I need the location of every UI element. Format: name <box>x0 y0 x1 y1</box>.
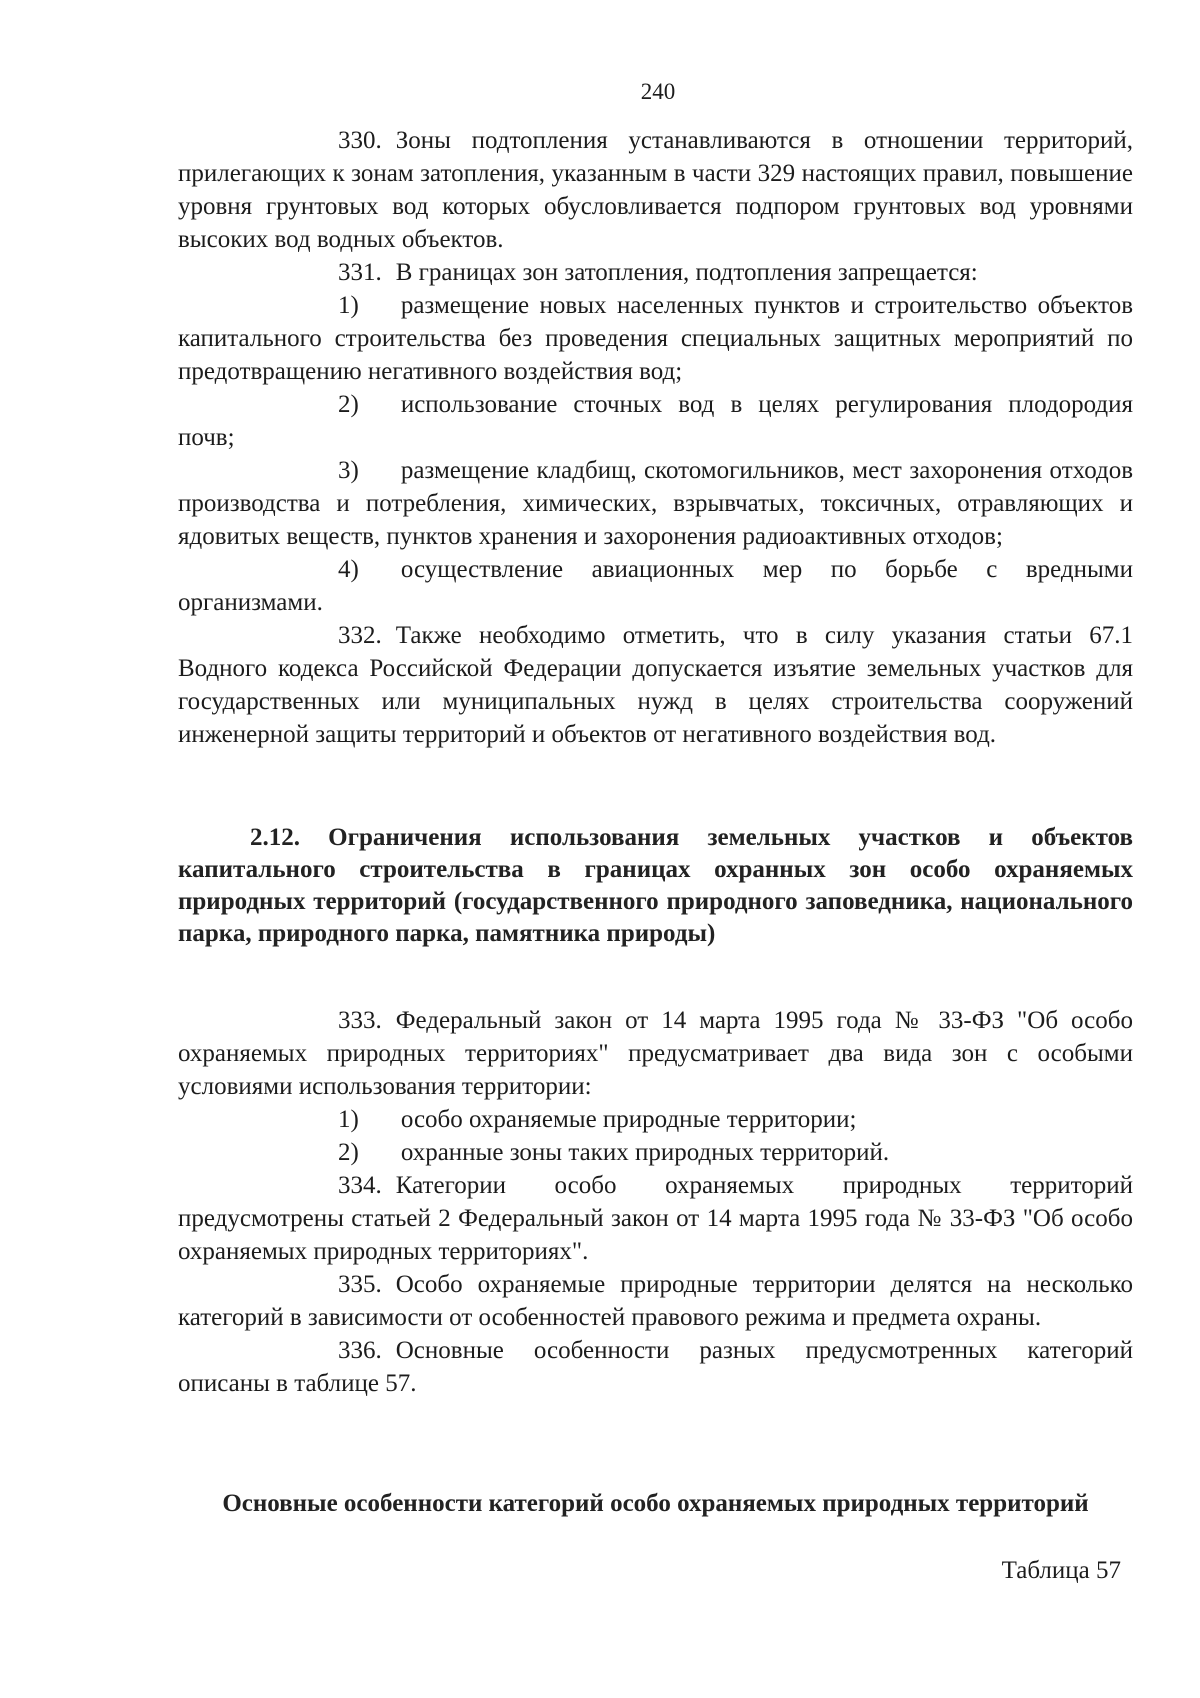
paragraph-number: 334. <box>338 1172 382 1199</box>
paragraph-text: Основные особенности разных предусмотренных категорий описаны в таблице 57. <box>178 1337 1133 1397</box>
paragraph-number: 331. <box>338 259 382 286</box>
paragraph-number: 336. <box>338 1337 382 1364</box>
paragraph-331 <box>178 256 1133 289</box>
paragraph-text: В границах зон затопления, подтопления запрещается: <box>395 259 978 286</box>
paragraph-number: 333. <box>338 1007 382 1034</box>
list-text: размещение новых населенных пунктов и строительство объектов капитального строительства без проведения специальных защитных мероприятий по предотвращению негативного воздействия вод; <box>178 292 1133 385</box>
table-label: Таблица 57 <box>1001 1557 1121 1584</box>
paragraph-334 <box>178 1169 1133 1268</box>
paragraph-336 <box>178 1334 1133 1400</box>
paragraph-text: Категории особо охраняемых природных территорий предусмотрены статьей 2 Федеральный закон от 14 марта 1995 года № 33-ФЗ "Об особо охраняемых природных территориях". <box>178 1172 1133 1265</box>
paragraph-333 <box>178 1004 1133 1103</box>
list-text: осуществление авиационных мер по борьбе с вредными организмами. <box>178 556 1133 616</box>
paragraph-332 <box>178 619 1133 751</box>
list-number: 2) <box>338 1139 359 1166</box>
list-number: 2) <box>338 391 359 418</box>
table-title: Основные особенности категорий особо охраняемых природных территорий <box>222 1490 1089 1517</box>
list-item-4 <box>178 553 1133 619</box>
paragraph-text: Федеральный закон от 14 марта 1995 года № 33-ФЗ "Об особо охраняемых природных территориях" предусматривает два вида зон с особыми условиями использования территории: <box>178 1007 1133 1100</box>
paragraph-330 <box>178 124 1133 256</box>
list-item-2 <box>178 1136 1133 1169</box>
paragraph-text: Особо охраняемые природные территории делятся на несколько категорий в зависимости от особенностей правового режима и предмета охраны. <box>178 1271 1133 1331</box>
paragraph-number: 330. <box>338 127 382 154</box>
list-item-1 <box>178 1103 1133 1136</box>
section-heading-2-12: 2.12. Ограничения использования земельных участков и объектов капитального строительства в границах охранных зон особо охраняемых природных территорий (государственного природного заповедника, национального парка, природного парка, памятника природы) <box>178 824 1133 947</box>
list-text: охранные зоны таких природных территорий. <box>400 1139 890 1166</box>
list-item-2 <box>178 388 1133 454</box>
paragraph-text: Также необходимо отметить, что в силу указания статьи 67.1 Водного кодекса Российской Федерации допускается изъятие земельных участков для государственных или муниципальных нужд в целях строительства сооружений инженерной защиты территорий и объектов от негативного воздействия вод. <box>178 622 1133 748</box>
paragraph-text: Зоны подтопления устанавливаются в отношении территорий, прилегающих к зонам затопления, указанным в части 329 настоящих правил, повышение уровня грунтовых вод которых обусловливается подпором грунтовых вод уровнями высоких вод водных объектов. <box>178 127 1133 253</box>
list-text: размещение кладбищ, скотомогильников, мест захоронения отходов производства и потребления, химических, взрывчатых, токсичных, отравляющих и ядовитых веществ, пунктов хранения и захоронения радиоактивных отходов; <box>178 457 1133 550</box>
paragraph-335 <box>178 1268 1133 1334</box>
list-number: 3) <box>338 457 359 484</box>
list-number: 1) <box>338 292 359 319</box>
list-number: 1) <box>338 1106 359 1133</box>
list-number: 4) <box>338 556 359 583</box>
paragraph-number: 335. <box>338 1271 382 1298</box>
list-text: особо охраняемые природные территории; <box>400 1106 857 1133</box>
section-paragraphs-1 <box>178 124 1133 751</box>
list-item-3 <box>178 454 1133 553</box>
list-text: использование сточных вод в целях регулирования плодородия почв; <box>178 391 1133 451</box>
section-paragraphs-2 <box>178 1004 1133 1400</box>
paragraph-number: 332. <box>338 622 382 649</box>
list-item-1 <box>178 289 1133 388</box>
page-number: 240 <box>640 79 676 104</box>
